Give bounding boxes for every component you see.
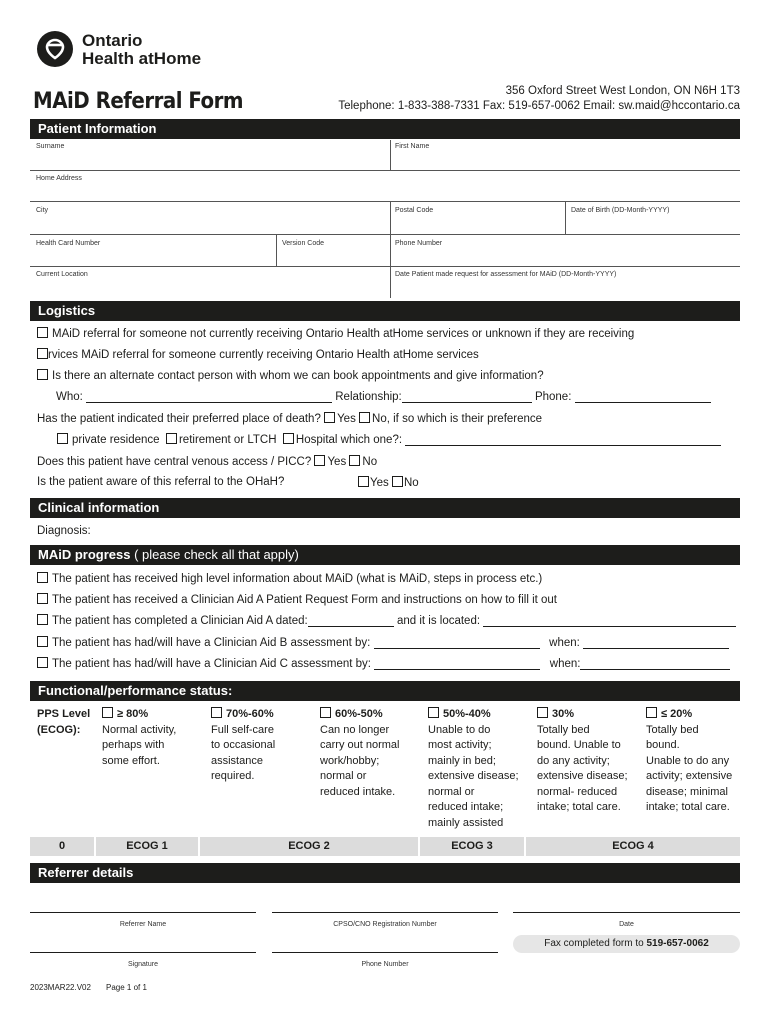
pps-description-line: normal or [320, 770, 367, 782]
death-yes-checkbox[interactable] [324, 412, 335, 423]
aware-row: Is the patient aware of this referral to the OHaH? [37, 476, 285, 488]
pps-label: PPS Level (ECOG): [37, 708, 91, 736]
death-no-checkbox[interactable] [359, 412, 370, 423]
city-label: City [36, 207, 49, 214]
pps-column [211, 707, 275, 785]
checkbox[interactable] [646, 707, 657, 718]
pps-column [428, 707, 519, 831]
checkbox[interactable] [211, 707, 222, 718]
pps-description-line: carry out normal [320, 739, 400, 751]
aid-b-when-input[interactable] [583, 637, 729, 649]
pps-column [102, 707, 176, 769]
first-name-label: First Name [395, 143, 430, 150]
progress-item-5: The patient has had/will have a Clinician Aid C assessment by: when: [37, 657, 730, 670]
current-location-field[interactable] [30, 267, 390, 298]
death-place-options: private residence retirement or LTCH Hospital which one?: [57, 433, 721, 446]
pps-description-line: assistance [211, 754, 263, 767]
logo-wordmark [82, 32, 201, 68]
checkbox[interactable] [37, 327, 48, 338]
date-label: Date [619, 921, 634, 928]
surname-field[interactable] [30, 140, 390, 170]
checkbox[interactable] [102, 707, 113, 718]
ecog-2: ECOG 2 [288, 840, 330, 852]
pps-description-line: required. [211, 770, 255, 782]
pps-column [646, 707, 732, 816]
ecog-4: ECOG 4 [612, 840, 654, 852]
pps-option[interactable]: ≤ 20% [646, 707, 732, 723]
logistics-item-3: Is there an alternate contact person with whom we can book appointments and give information? [37, 369, 544, 382]
aid-a-date-input[interactable] [308, 615, 394, 627]
form-version: 2023MAR22.V02 [30, 983, 91, 992]
contact-block [338, 84, 740, 114]
contact-phones: Telephone: 1-833-388-7331 Fax: 519-657-0062 Email: sw.maid@hccontario.ca [338, 100, 740, 112]
progress-item-4: The patient has had/will have a Clinician Aid B assessment by: when: [37, 636, 729, 649]
health-card-label: Health Card Number [36, 240, 101, 247]
pps-column [537, 707, 628, 816]
pps-description-line: reduced intake. [320, 785, 396, 798]
checkbox[interactable] [320, 707, 331, 718]
checkbox[interactable] [428, 707, 439, 718]
checkbox[interactable] [37, 593, 48, 604]
form-title: MAiD Referral Form [33, 89, 243, 114]
pps-description-line: Unable to do any [646, 754, 730, 767]
cpso-line[interactable] [272, 912, 498, 913]
checkbox[interactable] [37, 614, 48, 625]
referrer-name-label: Referrer Name [119, 921, 167, 928]
aid-c-assessor-input[interactable] [374, 658, 540, 670]
request-date-label: Date Patient made request for assessment for MAiD (DD-Month-YYYY) [395, 271, 617, 278]
death-place-row: Has the patient indicated their preferred place of death? Yes No, if so which is their preference [37, 413, 543, 425]
pps-option[interactable]: 30% [537, 707, 628, 723]
dob-field[interactable] [565, 202, 740, 234]
hospital-checkbox[interactable] [283, 433, 294, 444]
pps-description-line: some effort. [102, 754, 160, 767]
ecog-1: ECOG 1 [126, 840, 168, 852]
logistics-item-1: MAiD referral for someone not currently receiving Ontario Health atHome services or unknown if they are receiving [37, 327, 634, 340]
logistics-item-2: rvices MAiD referral for someone currently receiving Ontario Health atHome services [37, 348, 479, 361]
referrer-header: Referrer details [30, 863, 740, 883]
date-line[interactable] [513, 912, 740, 913]
logo-line1: Ontario [82, 31, 143, 50]
first-name-field[interactable] [390, 140, 740, 170]
page-number: Page 1 of 1 [106, 983, 147, 992]
postal-code-field[interactable] [390, 202, 565, 234]
picc-row: Does this patient have central venous access / PICC? Yes No [37, 456, 378, 468]
pps-description-line: normal- reduced [537, 785, 618, 798]
pps-description-line: Totally bed [646, 723, 699, 736]
pps-description-line: Full self-care [211, 723, 274, 736]
referrer-phone-line[interactable] [272, 952, 498, 953]
aware-no-checkbox[interactable] [392, 476, 403, 487]
progress-item-1: The patient has received high level information about MAiD (what is MAiD, steps in process etc.) [37, 572, 542, 585]
aid-b-assessor-input[interactable] [374, 637, 540, 649]
progress-item-3: The patient has completed a Clinician Aid A dated: and it is located: [37, 614, 736, 627]
who-input[interactable] [86, 391, 332, 403]
pps-description-line: disease; minimal [646, 785, 728, 798]
pps-description-line: intake; total care. [537, 801, 621, 813]
relationship-input[interactable] [402, 391, 532, 403]
version-code-field[interactable] [276, 235, 390, 266]
aid-a-location-input[interactable] [483, 615, 736, 627]
pps-description-line: most activity; [428, 739, 492, 751]
pps-option[interactable]: 60%-50% [320, 707, 399, 723]
pps-description-line: Normal activity, [102, 723, 177, 736]
checkbox[interactable] [37, 572, 48, 583]
signature-label: Signature [128, 961, 158, 968]
aware-options: Yes No [358, 476, 419, 489]
pps-description-line: perhaps with [102, 739, 165, 751]
logo-line2: Health atHome [82, 49, 202, 68]
version-code-label: Version Code [282, 240, 325, 247]
checkbox[interactable] [37, 657, 48, 668]
postal-code-label: Postal Code [395, 207, 434, 214]
patient-info-header: Patient Information [30, 119, 740, 139]
pps-description-line: activity; extensive [646, 770, 733, 782]
checkbox[interactable] [37, 369, 48, 380]
referrer-name-line[interactable] [30, 912, 256, 913]
pps-description-line: Can no longer [320, 723, 390, 736]
pps-description-line: extensive disease; [428, 770, 519, 782]
pps-description-line: mainly assisted [428, 816, 504, 829]
pps-description-line: Unable to do [428, 723, 491, 736]
pps-description-line: bound. [646, 739, 680, 751]
pps-description-line: do any activity; [537, 754, 610, 767]
address: 356 Oxford Street West London, ON N6H 1T3 [505, 85, 740, 97]
phone-label: Phone Number [395, 240, 443, 247]
pps-description-line: reduced intake; [428, 801, 504, 813]
surname-label: Surname [36, 143, 65, 150]
ecog-0: 0 [58, 840, 66, 852]
fax-instruction: Fax completed form to 519-657-0062 [513, 935, 740, 953]
signature-line[interactable] [30, 952, 256, 953]
cpso-label: CPSO/CNO Registration Number [333, 921, 437, 928]
pps-description-line: bound. Unable to [537, 739, 621, 751]
health-card-field[interactable] [30, 235, 276, 266]
clinical-header: Clinical information [30, 498, 740, 518]
pps-description-line: work/hobby; [320, 754, 380, 767]
pps-description-line: intake; total care. [646, 801, 730, 813]
pps-option[interactable]: ≥ 80% [102, 707, 176, 723]
checkbox[interactable] [37, 636, 48, 647]
pps-description-line: normal or [428, 785, 475, 798]
pps-option[interactable]: 50%-40% [428, 707, 519, 723]
request-date-field[interactable] [390, 267, 740, 298]
hospital-input[interactable] [405, 434, 721, 446]
picc-yes-checkbox[interactable] [314, 455, 325, 466]
alt-phone-input[interactable] [575, 391, 711, 403]
picc-no-checkbox[interactable] [349, 455, 360, 466]
diagnosis-label: Diagnosis: [37, 525, 91, 537]
diagnosis-input[interactable] [100, 522, 740, 540]
functional-header: Functional/performance status: [30, 681, 740, 701]
private-residence-checkbox[interactable] [57, 433, 68, 444]
dob-label: Date of Birth (DD-Month-YYYY) [571, 207, 670, 214]
logistics-header: Logistics [30, 301, 740, 321]
pps-description-line: mainly in bed; [428, 754, 496, 767]
retirement-checkbox[interactable] [166, 433, 177, 444]
alternate-contact-row: Who: Relationship: Phone: [56, 391, 711, 403]
ontario-trillium-icon [37, 31, 73, 67]
aware-yes-checkbox[interactable] [358, 476, 369, 487]
phone-field[interactable] [390, 235, 740, 266]
checkbox[interactable] [37, 348, 48, 359]
aid-c-when-input[interactable] [580, 658, 730, 670]
pps-column [320, 707, 399, 800]
maid-progress-header: MAiD progress ( please check all that apply) [30, 545, 740, 565]
referrer-phone-label: Phone Number [361, 961, 409, 968]
current-location-label: Current Location [36, 271, 88, 278]
progress-item-2: The patient has received a Clinician Aid A Patient Request Form and instructions on how to fill it out [37, 593, 557, 606]
checkbox[interactable] [537, 707, 548, 718]
pps-option[interactable]: 70%-60% [211, 707, 275, 723]
city-field[interactable] [30, 202, 390, 234]
home-address-label: Home Address [36, 175, 82, 182]
pps-description-line: to occasional [211, 739, 276, 751]
pps-description-line: extensive disease; [537, 770, 628, 782]
home-address-field[interactable] [30, 171, 740, 201]
ecog-3: ECOG 3 [451, 840, 493, 852]
pps-description-line: Totally bed [537, 723, 590, 736]
